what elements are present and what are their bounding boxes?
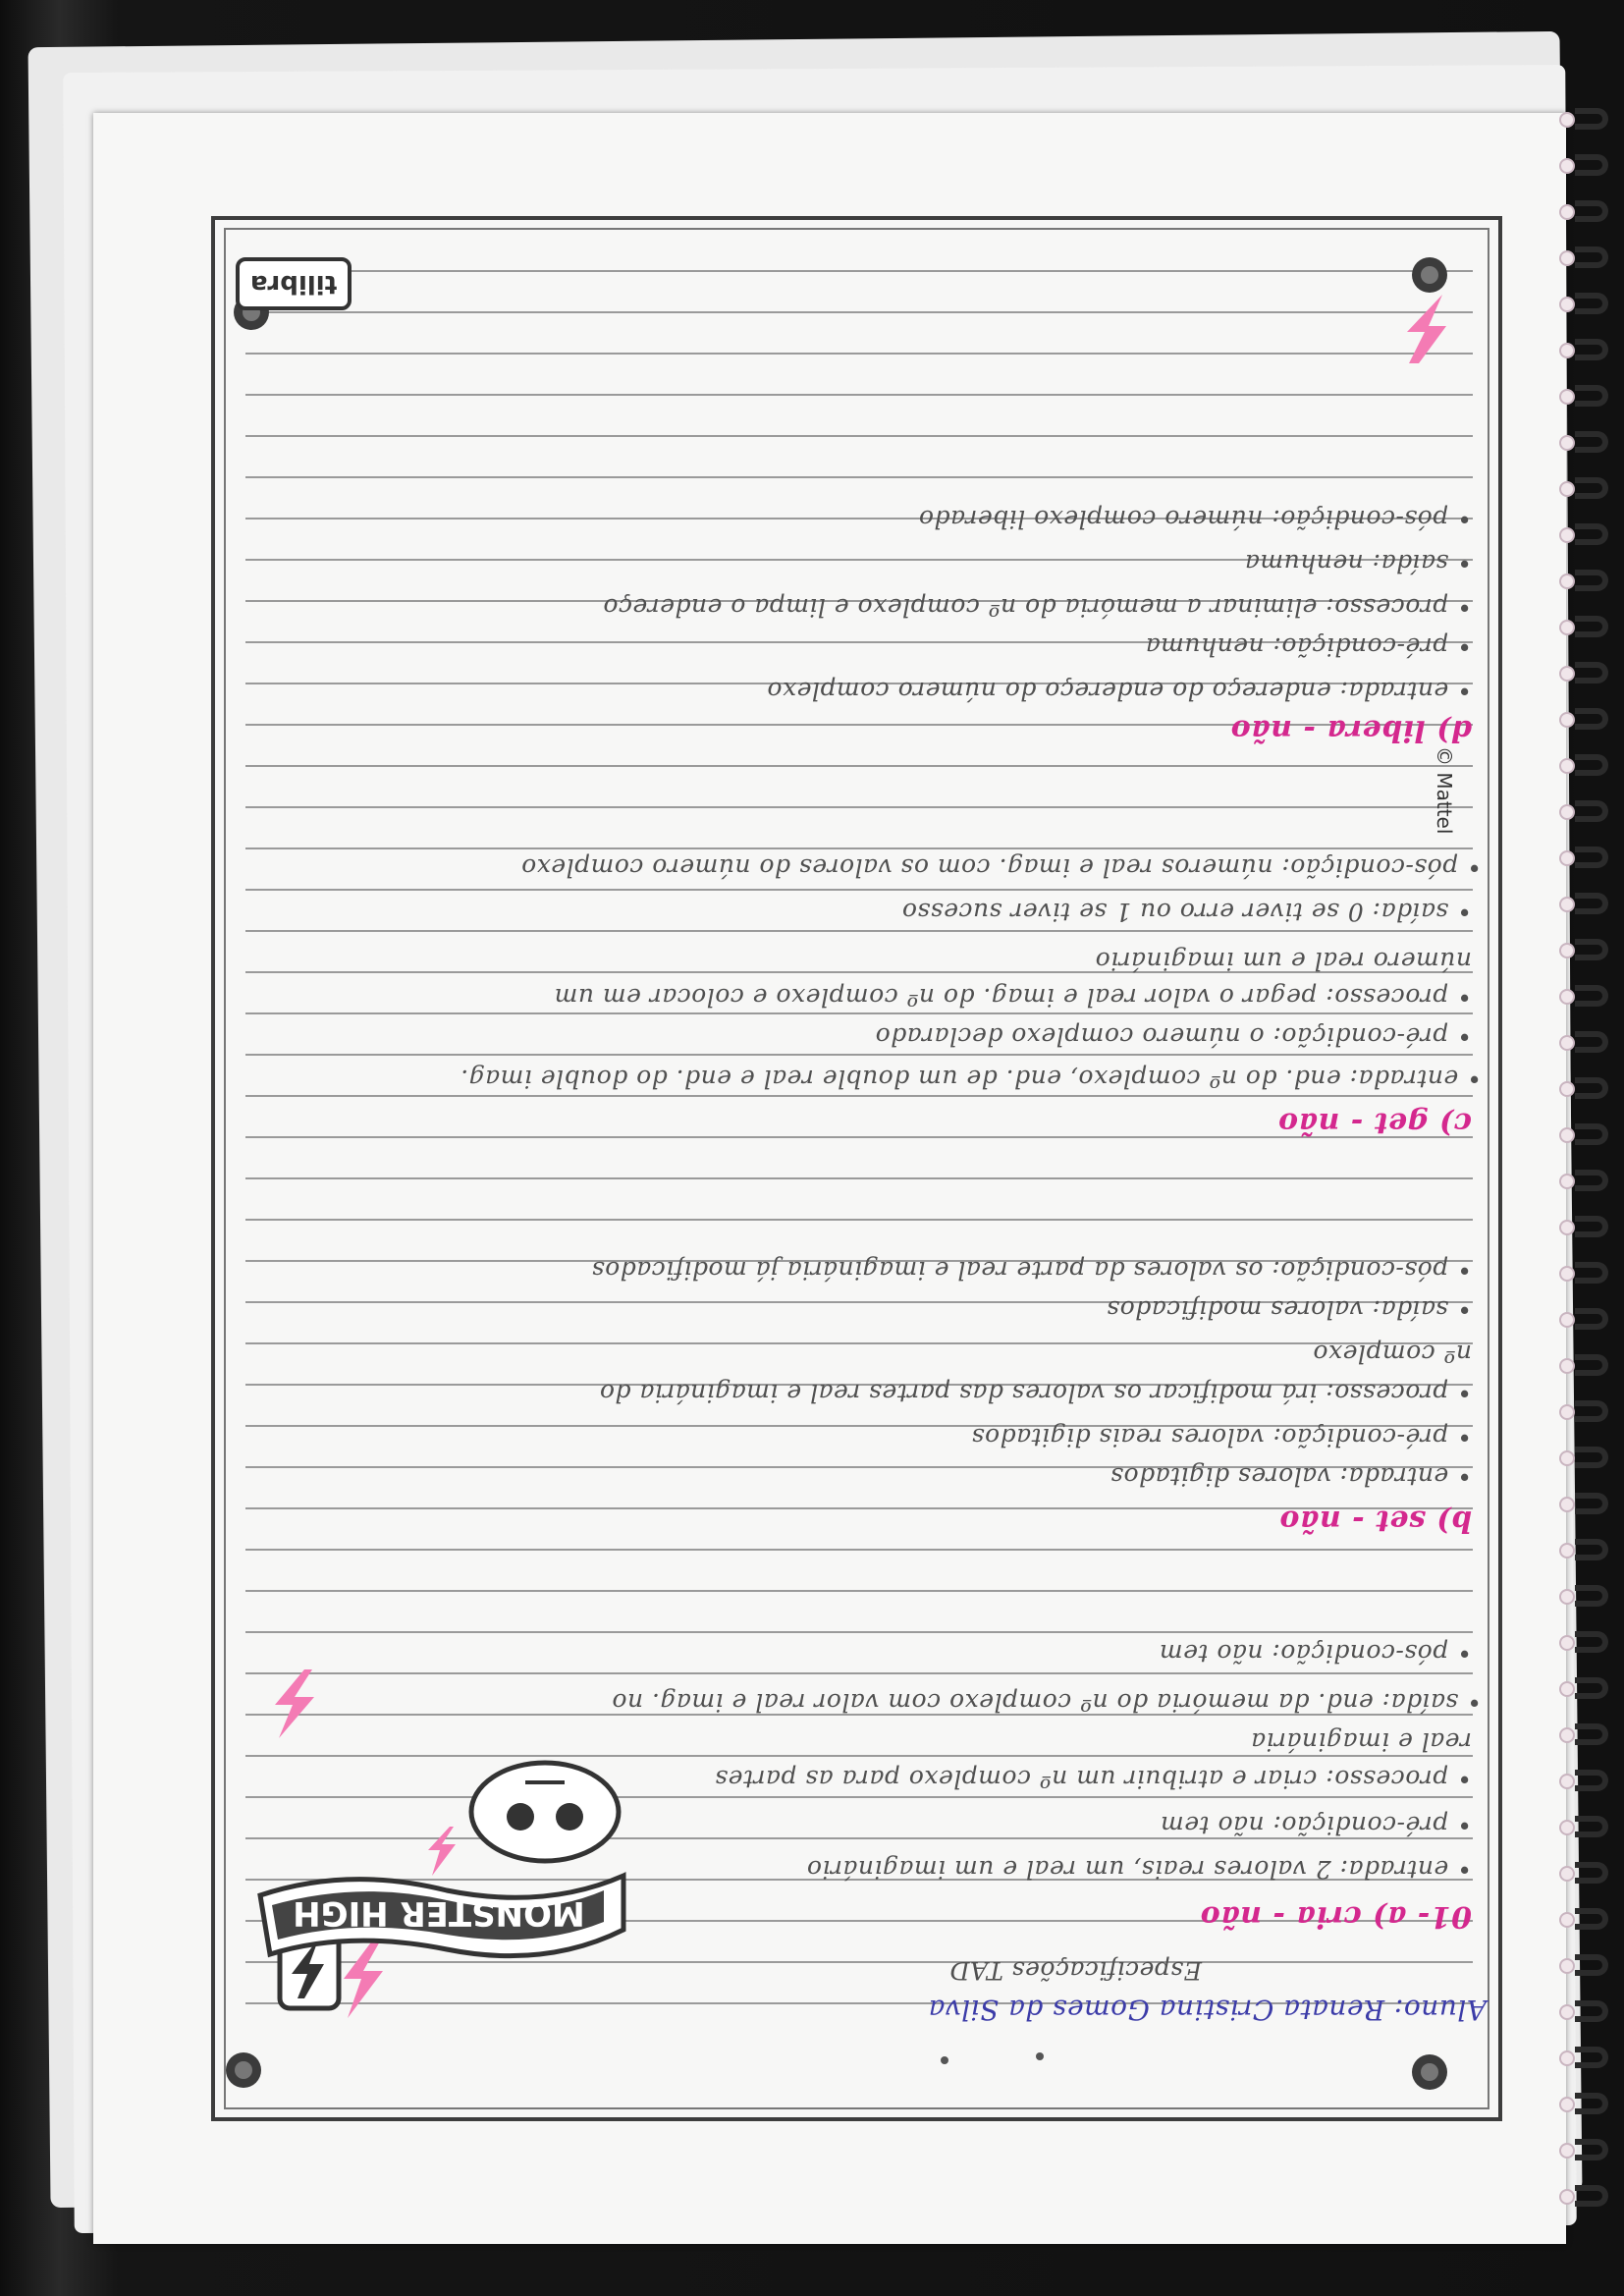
page-title: Especificações TAD bbox=[948, 1956, 1202, 1985]
note-line: • processo: eliminar a memória do nº complexo e limpa o endereço bbox=[602, 593, 1472, 622]
note-line: • pré-condição: não tem bbox=[1160, 1811, 1472, 1839]
note-line: • saída: 0 se tiver erro ou 1 se tiver sucesso bbox=[901, 898, 1472, 926]
note-line: • entrada: endereço do endereço do número complexo bbox=[766, 677, 1472, 705]
note-line: • entrada: end. do nº complexo, end. de um double real e end. do double imag. bbox=[460, 1065, 1482, 1093]
monster-high-title: MONSTER HIGH bbox=[293, 1893, 585, 1933]
note-line: • entrada: valores digitados bbox=[1110, 1462, 1472, 1491]
copyright-text: © Mattel bbox=[1433, 746, 1456, 835]
section-heading-get: c) get - não bbox=[1277, 1106, 1472, 1140]
note-line: • pós-condição: não tem bbox=[1159, 1639, 1472, 1667]
section-heading-cria: 01- a) cria - não bbox=[1200, 1899, 1472, 1934]
note-line: • processo: criar e atribuir um nº complexo para as partes bbox=[714, 1765, 1472, 1793]
note-line: • pré-condição: o número complexo declarado bbox=[875, 1022, 1472, 1051]
note-line: • entrada: 2 valores reais, um real e um imaginário bbox=[806, 1855, 1472, 1884]
note-line: • pré-condição: nenhuma bbox=[1145, 632, 1472, 661]
section-heading-set: b) set - não bbox=[1278, 1503, 1472, 1538]
tilibra-logo-text: tilibra bbox=[249, 269, 338, 299]
note-line: nº complexo bbox=[1312, 1339, 1472, 1368]
note-line: • processo: pegar o valor real e imag. do nº complexo e colocar em um bbox=[554, 983, 1472, 1011]
note-line: • pré-condição: valores reais digitados bbox=[971, 1423, 1472, 1451]
note-line: • pós-condição: número complexo liberado bbox=[918, 505, 1472, 533]
note-line: • pós-condição: os valores da parte real e imaginária já modificados bbox=[591, 1256, 1472, 1285]
section-heading-libera: d) libera - não bbox=[1230, 713, 1472, 747]
note-line: • pós-condição: números real e imag. com os valores do número complexo bbox=[520, 853, 1482, 882]
note-line: • saída: valores modificados bbox=[1106, 1295, 1472, 1324]
student-name: Aluno: Renata Cristina Gomes da Silva bbox=[928, 1994, 1487, 2026]
note-line: real e imaginária bbox=[1250, 1727, 1472, 1756]
note-line: número real e um imaginário bbox=[1095, 947, 1472, 975]
note-line: • saída: nenhuma bbox=[1244, 549, 1472, 577]
note-line: • saída: end. da memória do nº complexo com valor real e imag. no bbox=[611, 1688, 1482, 1717]
note-line: • processo: irá modificar os valores das partes real e imaginária do bbox=[599, 1379, 1472, 1407]
